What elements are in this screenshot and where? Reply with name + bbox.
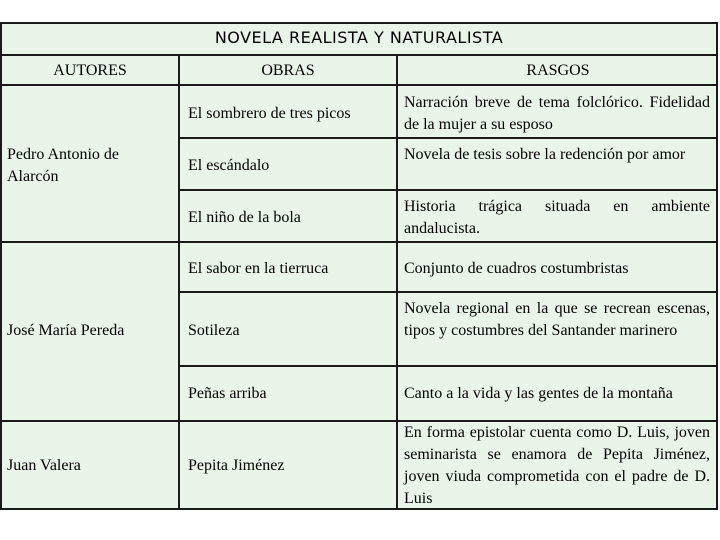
column-divider [396, 54, 398, 508]
author-cell: Pedro Antonio de Alarcón [7, 146, 119, 185]
author-cell: José María Pereda [7, 322, 125, 339]
row-divider [2, 84, 716, 86]
row-divider [180, 189, 716, 191]
obra-cell: Peñas arriba [188, 385, 267, 402]
header-rasgos: RASGOS [526, 62, 590, 79]
row-divider [180, 137, 716, 139]
obra-cell: Pepita Jiménez [188, 457, 285, 474]
row-divider [180, 291, 716, 293]
author-cell: Juan Valera [7, 457, 81, 474]
row-divider [2, 54, 716, 56]
rasgo-cell: Conjunto de cuadros costumbristas [404, 260, 629, 277]
rasgo-cell: En forma epistolar cuenta como D. Luis, joven seminarista se enamora de Pepita Jiménez, joven viuda comprometida con el padre de D. Luis [404, 424, 710, 507]
row-divider [180, 365, 716, 367]
obra-cell: El sabor en la tierruca [188, 260, 329, 277]
rasgo-cell: Historia trágica situada en ambiente andalucista. [404, 198, 710, 237]
literature-table [0, 22, 718, 510]
rasgo-cell: Novela regional en la que se recrean escenas, tipos y costumbres del Santander marinero [404, 300, 710, 339]
obra-cell: El escándalo [188, 157, 270, 174]
obra-cell: Sotileza [188, 322, 240, 339]
header-obras: OBRAS [261, 62, 315, 79]
rasgo-cell: Narración breve de tema folclórico. Fidelidad de la mujer a su esposo [404, 94, 710, 133]
obra-cell: El niño de la bola [188, 209, 301, 226]
rasgo-cell: Novela de tesis sobre la redención por amor [404, 146, 686, 163]
obra-cell: El sombrero de tres picos [188, 105, 351, 122]
column-divider [178, 54, 180, 508]
table-title: NOVELA REALISTA Y NATURALISTA [214, 28, 504, 47]
rasgo-cell: Canto a la vida y las gentes de la montaña [404, 385, 673, 402]
row-divider [2, 241, 716, 243]
header-autores: AUTORES [53, 62, 127, 79]
